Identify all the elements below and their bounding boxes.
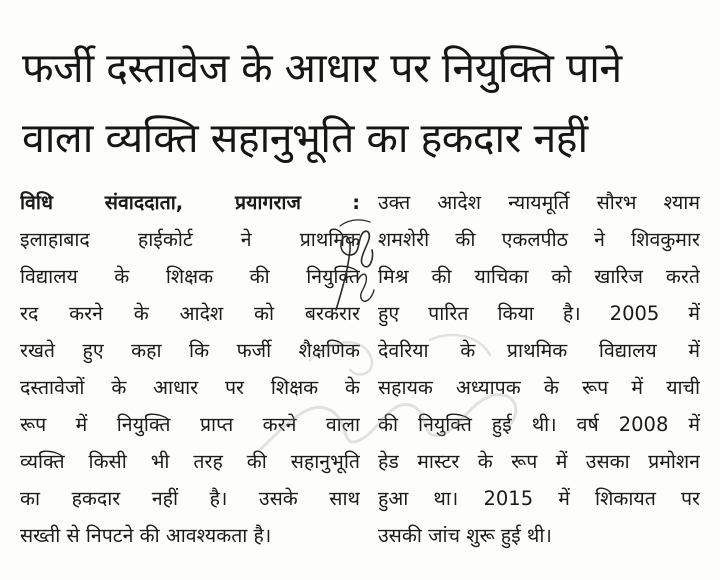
left-column-line: विद्यालय के शिक्षक की नियुक्ति: [20, 265, 360, 288]
right-column-line: देवरिया के प्राथमिक विद्यालय में: [378, 339, 700, 362]
byline-separator: :: [352, 191, 360, 214]
left-column-line: दस्तावेजों के आधार पर शिक्षक के: [20, 376, 360, 399]
left-column-line: व्यक्ति किसी भी तरह की सहानुभूति: [20, 450, 360, 473]
left-column-line: रखते हुए कहा कि फर्जी शैक्षणिक: [20, 339, 360, 362]
headline: [22, 33, 712, 173]
right-column-line: शमशेरी की एकलपीठ ने शिवकुमार: [378, 228, 700, 251]
right-column-line: हेड मास्टर के रूप में उसका प्रमोशन: [378, 450, 700, 473]
left-column-line: का हकदार नहीं है। उसके साथ: [20, 487, 360, 510]
right-column-line: सहायक अध्यापक के रूप में याची: [378, 376, 700, 399]
left-column-line: रद करने के आदेश को बरकरार: [20, 302, 360, 325]
right-column-line: हुआ था। 2015 में शिकायत पर: [378, 487, 700, 510]
left-column-line: इलाहाबाद हाईकोर्ट ने प्राथमिक: [20, 228, 360, 251]
left-column: [20, 184, 360, 554]
right-column-line: उक्त आदेश न्यायमूर्ति सौरभ श्याम: [378, 191, 700, 214]
headline-line-1: फर्जी दस्तावेज के आधार पर नियुक्ति पाने: [22, 44, 622, 92]
right-column-line: मिश्र की याचिका को खारिज करते: [378, 265, 700, 288]
right-column-line: उसकी जांच शुरू हुई थी।: [378, 524, 552, 547]
left-column-line: सख्ती से निपटने की आवश्यकता है।: [20, 524, 272, 547]
right-column-line: की नियुक्ति हुई थी। वर्ष 2008 में: [378, 413, 700, 436]
right-column: [378, 184, 700, 554]
byline-line: [20, 184, 360, 221]
byline: विधि संवाददाता, प्रयागराज: [20, 191, 301, 214]
left-column-line: रूप में नियुक्ति प्राप्त करने वाला: [20, 413, 360, 436]
cropped-top-edge: [0, 0, 720, 26]
right-column-line: हुए पारित किया है। 2005 में: [378, 302, 700, 325]
headline-line-2: वाला व्यक्ति सहानुभूति का हकदार नहीं: [22, 114, 588, 162]
